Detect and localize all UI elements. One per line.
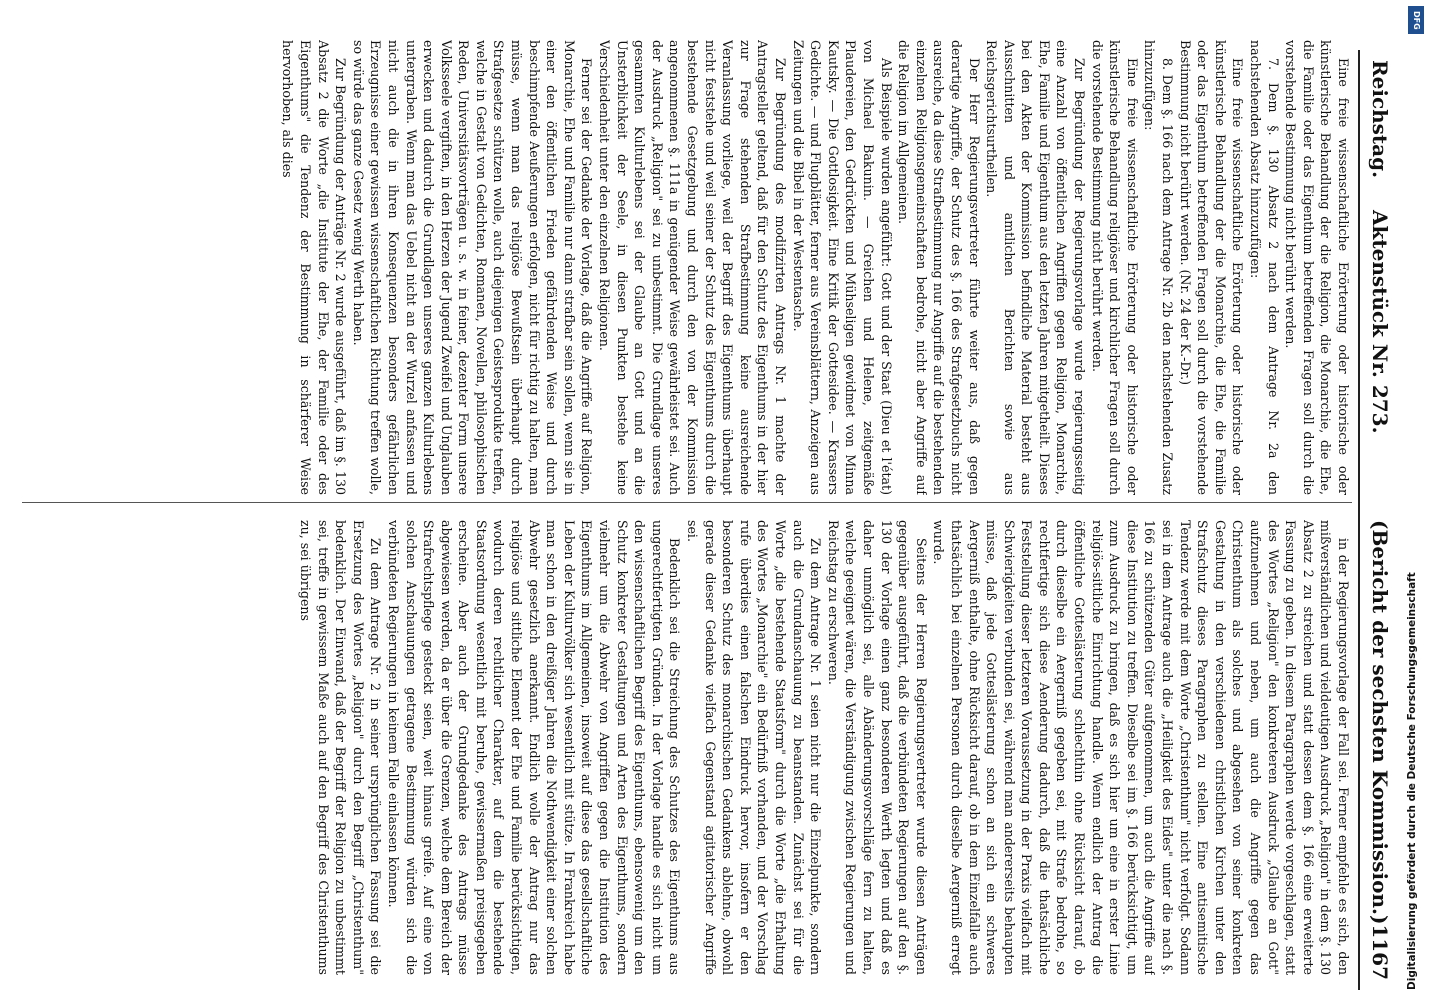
digitization-sidebar (1400, 0, 1432, 1000)
paragraph: Zu dem Antrage Nr. 2 in seiner ursprünglichen Fassung sei die Ersetzung des Wortes „Religion" durch den Begriff „Christenthum" bedenklich. Der Einwand, daß der Begriff der Religion zu unbestimmt sei, treffe in gewissem Maße auch auf den Begriff des Christenthums zu, sei übrigens (297, 520, 384, 975)
left-column (12, 40, 1352, 495)
paragraph: Als Beispiele wurden angeführt: Gott und der Staat (Dieu et l'état) von Michael Bakunin. — Greichen und Helene, zeitgemäße Plaudereien, den Gedrückten und Mühseligen gewidmet von Minna Kautsky. — Die Gottlosigkeit. Eine Kritik der Gottesidee. — Krassers Gedichte. — und Flugblätter, ferner aus Vereinsblättern, Anzeigen aus Zeitungen und die Bibel in der Westentasche. (790, 40, 894, 495)
paragraph: 8. Dem §. 166 nach dem Antrage Nr. 2b den nachstehenden Zusatz hinzuzufügen: (1142, 40, 1176, 495)
paragraph: Bedenklich sei die Streichung des Schutzes des Eigenthums aus ungerechtfertigten Gründen. In der Vorlage handle es sich nicht um den wissenschaftlichen Begriff des Eigenthums, ebensowenig um den Schutz konkreter Gestaltungen und Arten des Eigenthums, sondern vielmehr um die Abwehr von Angriffen gegen die Institution des Eigenthums im Allgemeinen, insoweit auf diese das gesellschaftliche Leben der Kulturvölker sich wesentlich mit stütze. In Frankreich habe man schon in den dreißiger Jahren die Nothwendigkeit einer solchen Abwehr gesetzlich anerkannt. Endlich wolle der Antrag nur das religiöse und sittliche Element der Ehe und Familie berücksichtigen, wodurch deren rechtlicher Charakter, auf dem die bestehende Staatsordnung wesentlich mit beruhe, gewissermaßen preisgegeben erscheine. Aber auch der Grundgedanke des Antrags müsse abgewiesen werden, da er über die Grenzen, welche dem Bereich der Strafrechtspflege gesteckt seien, weit hinaus greife. Auf eine von solchen Anschauungen getragene Bestimmung würden sich die verbündeten Regierungen in keinem Falle einlassen können. (385, 520, 683, 975)
right-column (12, 520, 1352, 975)
paragraph: in der Regierungsvorlage der Fall sei. Ferner empfehle es sich, den mißverständlichen und vieldeutigen Ausdruck „Religion" in dem §. 130 Absatz 2 zu streichen und statt dessen dem §. 166 eine erweiterte Fassung zu geben. In diesem Paragraphen werde vorgeschlagen, statt des Wortes „Religion" den konkreteren Ausdruck „Glaube an Gott" aufzunehmen und neben, um auch die Angriffe gegen das Christenthum als solches und abgesehen von seiner konkreten Gestaltung in den verschiedenen christlichen Kirchen unter den Strafschutz dieses Paragraphen zu stellen. Eine antisemitische Tendenz werde mit dem Worte „Christenthum" nicht verfolgt. Sodann sei in dem Antrage auch die „Heiligkeit des Eides" unter die nach §. 166 zu schützenden Güter aufgenommen, um auch die Angriffe auf diese Institution zu treffen. Dieselbe sei im §. 166 berücksichtigt, um zum Ausdruck zu bringen, daß es sich hier um eine in erster Linie religiös-sittliche Einrichtung handle. Wenn endlich der Antrag die öffentliche Gotteslästerung schlechthin ohne Rücksicht darauf, ob durch dieselbe ein Aergerniß gegeben sei, mit Strafe bedrohe, so rechtfertige sich diese Aenderung dadurch, daß die thatsächliche Feststellung dieser letzteren Voraussetzung in der Praxis vielfach mit Schwierigkeiten verbunden sei, während man andererseits behaupten müsse, daß jede Gotteslästerung schon an sich ein schweres Aergerniß enthalte, ohne Rücksicht darauf, ob in dem Einzelfalle auch thatsächlich bei einzelnen Personen durch dieselbe Aergerniß erregt wurde. (931, 520, 1351, 975)
paragraph: Der Herr Regierungsvertreter führte weiter aus, daß gegen derartige Angriffe, der Schutz des §. 166 des Strafgesetzbuchs nicht ausreiche, da diese Strafbestimmung nur Angriffe auf die bestehenden einzelnen Religionsgemeinschaften bedrohe, nicht aber Angriffe auf die Religion im Allgemeinen. (896, 40, 982, 495)
header-left: Reichstag. (1368, 60, 1392, 179)
paragraph: Zur Begründung der Anträge Nr. 2 wurde ausgeführt, daß im §. 130 Absatz 2 die Worte „die Institute der Ehe, der Familie oder des Eigenthums" die Tendenz der Bestimmung in schärferer Weise hervorhoben, als dies (280, 40, 349, 495)
page-number: 1167 (1368, 924, 1392, 980)
paragraph: Zur Begründung der Regierungsvorlage wurde regierungsseitig eine Anzahl von öffentlichen Angriffen gegen Religion, Monarchie, Ehe, Familie und Eigenthum aus den letzten Jahren mitgetheilt. Dieses bei den Akten der Kommission befindliche Material besteht aus Ausschnitten und amtlichen Berichten sowie aus Reichsgerichtsurtheilen. (984, 40, 1088, 495)
header-rule (1358, 50, 1360, 990)
paragraph: 7. Dem §. 130 Absatz 2 nach dem Antrage Nr. 2a den nachstehenden Absatz hinzuzufügen: (1248, 40, 1281, 495)
paragraph: Zur Begründung des modifizirten Antrags Nr. 1 machte der Antragsteller geltend, daß für den Schutz des Eigenthums in der hier zur Frage stehenden Strafbestimmung keine ausreichende Veranlassung vorliege, weil der Begriff des Eigenthums überhaupt nicht feststehe und weil seiner der Schutz des Eigenthums durch die bestehende Gesetzgebung und durch den von der Kommission angenommenen §. 111a in genügender Weise gewährleistet sei. Auch der Ausdruck „Religion" sei zu unbestimmt. Die Grundlage unseres gesammten Kulturlebens sei der Glaube an Gott und an die Unsterblichkeit der Seele, in diesen Punkten bestehe keine Verschiedenheit unter den einzelnen Religionen. (597, 40, 788, 495)
paragraph: Ferner sei der Gedanke der Vorlage, daß die Angriffe auf Religion, Monarchie, Ehe und Familie nur dann strafbar sein sollen, wenn sie in einer den öffentlichen Frieden gefährdenden Weise und durch beschimpfende Aeußerungen erfolgen, nicht für richtig zu halten, man müsse, wenn man das religiöse Bewußtsein überhaupt durch Strafgesetze schützen wolle, auch diejenigen Geistesprodukte treffen, welche in Gestalt von Gedichten, Romanen, Novellen, philosophischen Reden, Universitätsvorträgen u. s. w. in feiner, dezenter Form unsere Volksseele vergiften, in den Herzen der Jugend Zweifel und Unglauben erwecken und dadurch die Grundlagen unseres ganzen Kulturlebens untergraben. Wenn man das Uebel nicht an der Wurzel anfassen und nicht auch die in ihren Konsequenzen besonders gefährlichen Erzeugnisse einer gewissen wissenschaftlichen Richtung treffen wolle, so würde das ganze Gesetz wenig Werth haben. (350, 40, 595, 495)
paragraph: Zu dem Antrage Nr. 1 seien nicht nur die Einzelpunkte, sondern auch die Grundanschauung zu beanstanden. Zunächst sei für die Worte „die bestehende Staatsform" durch die Worte „die Erhaltung des Wortes „Monarchie" ein Bedürfniß vorhanden, und der Vorschlag rufe überdies einen falschen Eindruck hervor, insofern er den besonderen Schutz des monarchischen Gedankens ablehne, obwohl gerade dieser Gedanke vielfach Gegenstand agitatorischer Angriffe sei. (685, 520, 824, 975)
header-section-title: (Bericht der sechsten Kommission.) (1368, 520, 1392, 925)
dfg-logo: DFG (1408, 6, 1424, 34)
column-divider (22, 502, 1352, 503)
header-document-number: Aktenstück Nr. 273. (1368, 210, 1392, 434)
paragraph: Seitens der Herren Regierungsvertreter wurde diesen Anträgen gegenüber ausgeführt, daß die verbündeten Regierungen auf den §. 130 der Vorlage einen ganz besonderen Werth legten und daß es daher unmöglich sei, alle Abänderungsvorschläge fern zu halten, welche geeignet wären, die Verständigung zwischen Regierungen und Reichstag zu erschweren. (825, 520, 929, 975)
digitization-credit: Digitalisierung gefördert durch die Deutsche Forschungsgemeinschaft (1406, 572, 1418, 990)
paragraph: Eine freie wissenschaftliche Erörterung oder historische oder künstlerische Behandlung religiöser und kirchlicher Fragen soll durch die vorstehende Bestimmung nicht berührt werden. (1089, 40, 1140, 495)
paragraph: Eine freie wissenschaftliche Erörterung oder historische oder künstlerische Behandlung der die Monarchie, die Ehe, die Familie oder das Eigenthum betreffenden Fragen soll durch die vorstehende Bestimmung nicht berührt werden. (Nr. 24 der K.-Dr.) (1177, 40, 1246, 495)
paragraph: Eine freie wissenschaftliche Erörterung oder historische oder künstlerische Behandlung der die Religion, die Monarchie, die Ehe, die Familie oder das Eigenthum betreffenden Fragen soll durch die vorstehende Bestimmung nicht berührt werden. (1283, 40, 1351, 495)
